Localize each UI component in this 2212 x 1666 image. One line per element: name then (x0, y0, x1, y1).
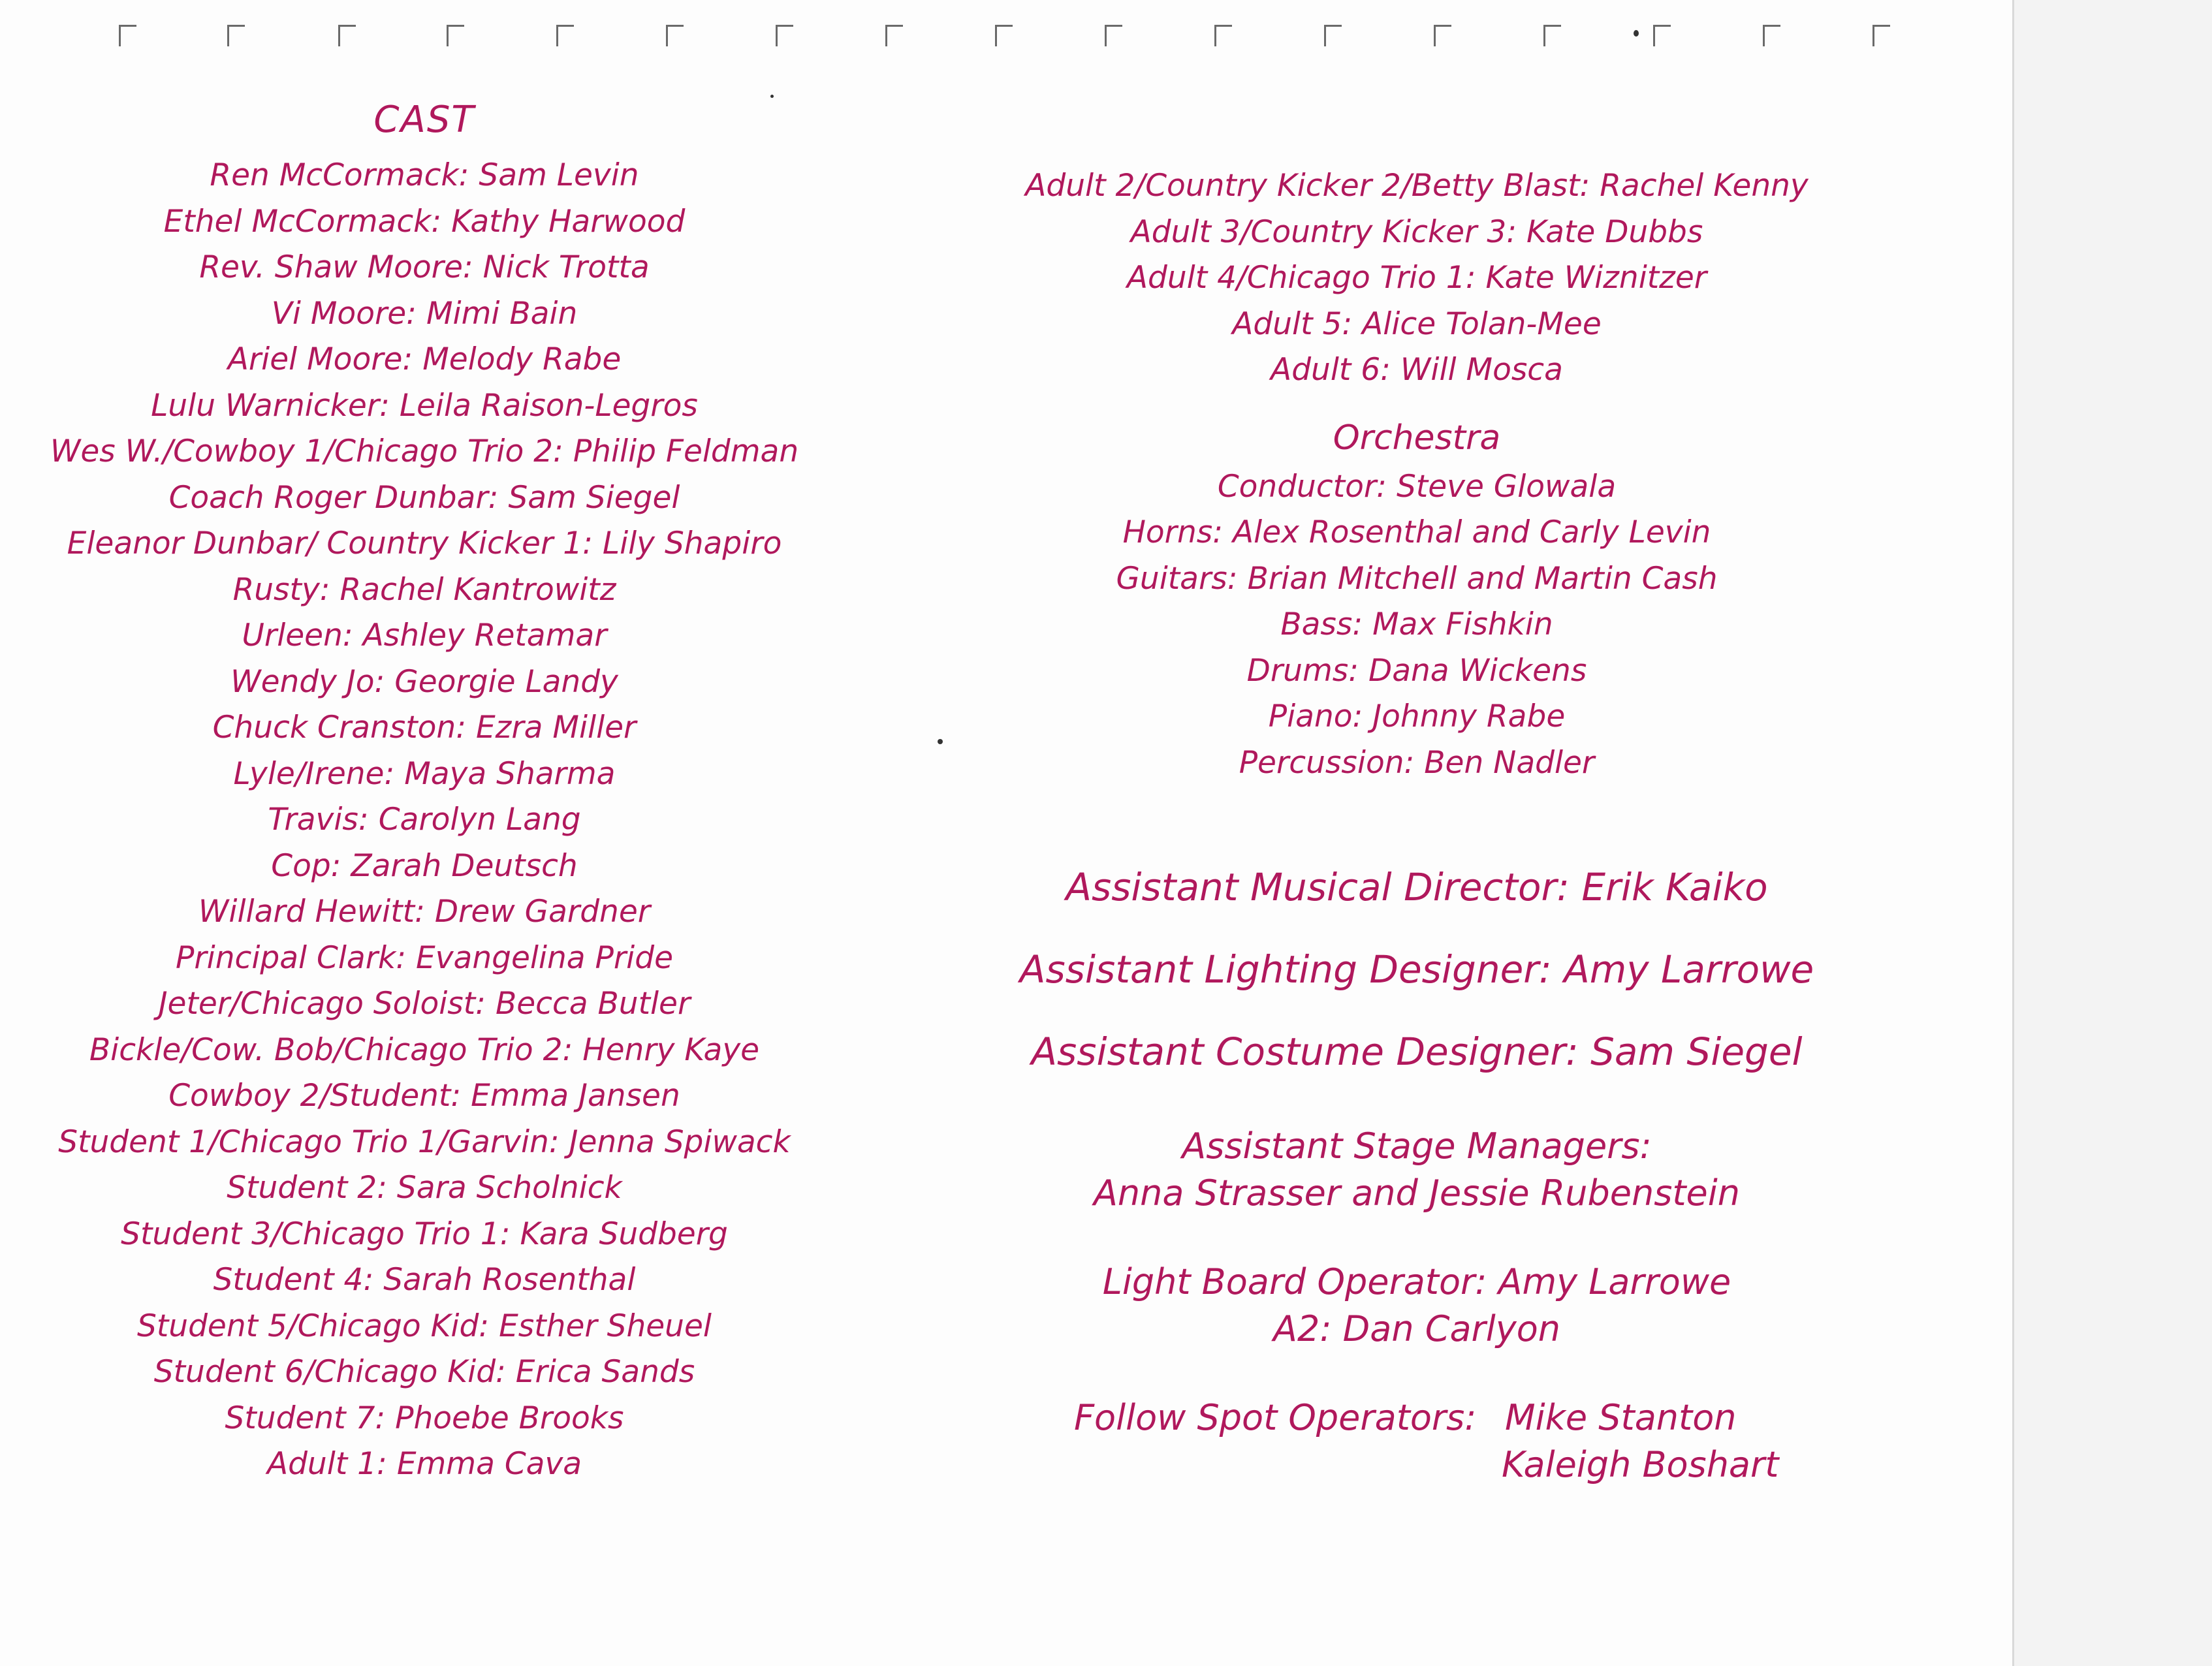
binding-mark (119, 25, 136, 46)
cast-entry: Adult 5: Alice Tolan-Mee (1232, 306, 1602, 342)
cast-entry: Eleanor Dunbar/ Country Kicker 1: Lily Shapiro (67, 526, 782, 561)
cast-entry: Lyle/Irene: Maya Sharma (233, 755, 616, 792)
cast-entry: Wendy Jo: Georgie Landy (230, 663, 618, 700)
cast-entry: Ren McCormack: Sam Levin (210, 157, 639, 193)
paper-speck (938, 739, 943, 744)
binding-mark (1872, 25, 1890, 46)
binding-mark (1763, 25, 1780, 46)
a2-credit: A2: Dan Carlyon (1273, 1308, 1560, 1349)
binding-mark (1105, 25, 1122, 46)
binding-mark (1434, 25, 1451, 46)
cast-entry: Student 4: Sarah Rosenthal (213, 1262, 636, 1298)
orchestra-entry: Guitars: Brian Mitchell and Martin Cash (1116, 560, 1718, 597)
cast-entry: Urleen: Ashley Retamar (242, 618, 607, 653)
follow-spot-name: Mike Stanton (1505, 1397, 1737, 1438)
binding-marks (0, 25, 1959, 51)
follow-spot-label: Follow Spot Operators: (1074, 1397, 1477, 1438)
assistant-lighting-designer: Assistant Lighting Designer: Amy Larrowe (1019, 947, 1814, 992)
cast-entry: Adult 3/Country Kicker 3: Kate Dubbs (1130, 213, 1703, 250)
binding-mark (1653, 25, 1671, 46)
paper-speck (1634, 30, 1639, 37)
assistant-costume-designer: Assistant Costume Designer: Sam Siegel (1031, 1029, 1803, 1074)
assistant-musical-director: Assistant Musical Director: Erik Kaiko (1066, 865, 1768, 909)
cast-entry: Adult 4/Chicago Trio 1: Kate Wiznitzer (1126, 260, 1707, 296)
orchestra-heading: Orchestra (1333, 418, 1501, 458)
cast-entry: Chuck Cranston: Ezra Miller (212, 710, 637, 746)
orchestra-entry: Piano: Johnny Rabe (1268, 699, 1566, 734)
cast-entry: Rusty: Rachel Kantrowitz (232, 571, 616, 608)
binding-mark (1324, 25, 1342, 46)
credits-column (953, 163, 1880, 1492)
cast-entry: Principal Clark: Evangelina Pride (175, 939, 673, 976)
binding-mark (1214, 25, 1232, 46)
scanner-margin (2012, 0, 2212, 1666)
cast-entry: Student 5/Chicago Kid: Esther Sheuel (137, 1308, 712, 1344)
binding-mark (1543, 25, 1561, 46)
cast-entry: Student 2: Sara Scholnick (227, 1170, 622, 1206)
binding-mark (227, 25, 245, 46)
cast-column (20, 91, 829, 1488)
cast-entry: Adult 1: Emma Cava (266, 1446, 582, 1482)
orchestra-entry: Percussion: Ben Nadler (1239, 744, 1595, 781)
cast-entry: Student 3/Chicago Trio 1: Kara Sudberg (121, 1216, 728, 1252)
cast-heading: CAST (373, 99, 475, 141)
light-board-operator: Light Board Operator: Amy Larrowe (1102, 1261, 1731, 1302)
cast-entry: Rev. Shaw Moore: Nick Trotta (199, 249, 650, 285)
binding-mark (776, 25, 793, 46)
binding-mark (338, 25, 356, 46)
orchestra-entry: Drums: Dana Wickens (1246, 652, 1587, 689)
binding-mark (556, 25, 574, 46)
cast-entry: Coach Roger Dunbar: Sam Siegel (168, 479, 680, 516)
cast-entry: Willard Hewitt: Drew Gardner (198, 894, 651, 930)
binding-mark (666, 25, 684, 46)
cast-list (20, 153, 829, 1488)
cast-entry: Cowboy 2/Student: Emma Jansen (168, 1078, 680, 1114)
orchestra-list (953, 464, 1880, 787)
assistant-stage-managers-names: Anna Strasser and Jessie Rubenstein (1093, 1172, 1741, 1214)
cast-entry: Ariel Moore: Melody Rabe (227, 341, 622, 377)
cast-list-continued (953, 163, 1880, 394)
follow-spot-name: Kaleigh Boshart (1502, 1444, 1779, 1485)
cast-entry: Adult 6: Will Mosca (1271, 352, 1563, 388)
binding-mark (995, 25, 1013, 46)
cast-entry: Bickle/Cow. Bob/Chicago Trio 2: Henry Kaye (89, 1031, 760, 1068)
orchestra-entry: Horns: Alex Rosenthal and Carly Levin (1122, 514, 1711, 550)
follow-spot-operators (953, 1394, 1880, 1492)
cast-entry: Wes W./Cowboy 1/Chicago Trio 2: Philip Feldman (50, 433, 799, 469)
cast-entry: Student 7: Phoebe Brooks (225, 1400, 624, 1436)
binding-mark (885, 25, 903, 46)
cast-entry: Jeter/Chicago Soloist: Becca Butler (158, 986, 691, 1022)
assistant-stage-managers-label: Assistant Stage Managers: (1182, 1125, 1652, 1167)
cast-entry: Vi Moore: Mimi Bain (271, 295, 578, 332)
cast-entry: Travis: Carolyn Lang (268, 802, 581, 838)
orchestra-entry: Bass: Max Fishkin (1280, 606, 1553, 642)
cast-entry: Adult 2/Country Kicker 2/Betty Blast: Rachel Kenny (1025, 168, 1809, 204)
binding-mark (447, 25, 464, 46)
cast-entry: Cop: Zarah Deutsch (271, 847, 578, 884)
cast-entry: Student 1/Chicago Trio 1/Garvin: Jenna Spiwack (58, 1124, 791, 1160)
orchestra-entry: Conductor: Steve Glowala (1217, 468, 1617, 505)
cast-entry: Ethel McCormack: Kathy Harwood (163, 203, 686, 240)
cast-entry: Lulu Warnicker: Leila Raison-Legros (151, 387, 698, 424)
cast-entry: Student 6/Chicago Kid: Erica Sands (153, 1354, 695, 1390)
